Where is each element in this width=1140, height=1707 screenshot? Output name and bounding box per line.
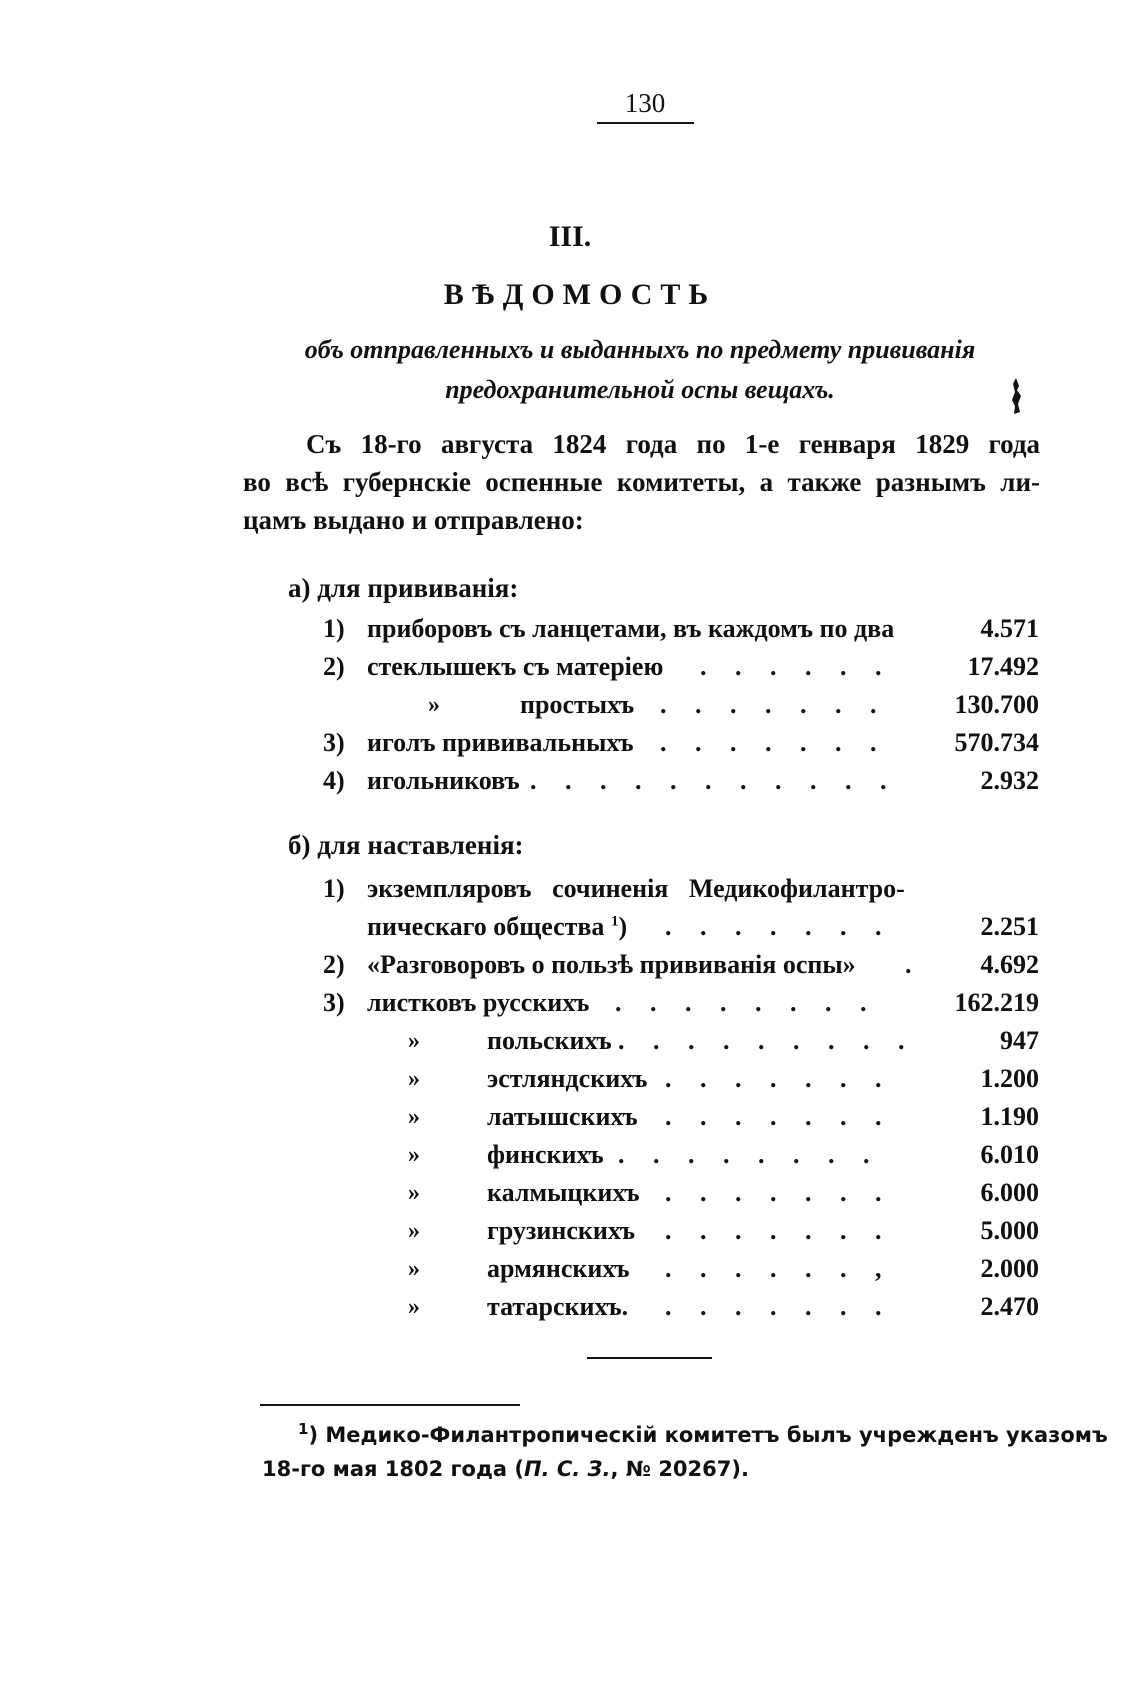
leader-dots: . . . . . . . . [615, 988, 878, 1017]
footnote-text: 18-го мая 1802 года ( [262, 1457, 524, 1481]
item-label-tail: ) [618, 912, 628, 941]
item-value: 130.700 [954, 690, 1039, 719]
list-item [0, 870, 1140, 908]
item-value: 570.734 [954, 728, 1039, 757]
leader-dots: . . . . . . . [665, 1216, 893, 1245]
ditto-mark: » [408, 1028, 420, 1054]
list-item [0, 1288, 1140, 1326]
item-label: приборовъ съ ланцетами, въ каждомъ по два [367, 614, 895, 643]
item-label: латышскихъ [487, 1102, 638, 1131]
leader-dots: . . . . . . . [665, 1292, 893, 1321]
intro-line-1: Съ 18-го августа 1824 года по 1-е генваря 1829 года [306, 429, 1040, 459]
subtitle [240, 330, 1040, 410]
footnote-rule [260, 1404, 520, 1406]
leader-dots: . . . . . . . . . [618, 1026, 916, 1055]
list-item [0, 686, 1140, 724]
ink-blot-icon [1010, 378, 1022, 414]
list-item [0, 1022, 1140, 1060]
intro-line-3: цамъ выдано и отправлено: [243, 505, 584, 535]
leader-dots: . . . . . . . [665, 912, 893, 941]
item-label: татарскихъ. [487, 1292, 629, 1321]
leader-dots: . . . . . . . . . . . [530, 766, 898, 795]
item-label: финскихъ [487, 1140, 604, 1169]
leader-dots: . . . . . . . [660, 728, 888, 757]
leader-dots: . . . . . . [700, 652, 893, 681]
item-value: 2.251 [980, 912, 1039, 941]
item-value: 6.010 [980, 1140, 1039, 1169]
intro-line-2: во всѣ губернскіе оспенные комитеты, а также разнымъ ли- [243, 467, 1040, 497]
ditto-mark: » [408, 1104, 420, 1130]
footnote-marker: 1 [298, 1420, 309, 1438]
item-number: 4) [323, 766, 345, 795]
footnote-ref: 1 [610, 913, 619, 930]
ditto-mark: » [408, 1218, 420, 1244]
item-label: эстляндскихъ [487, 1064, 648, 1093]
subtitle-line-2: предохранительной оспы вещахъ. [445, 375, 835, 404]
item-value: 2.000 [980, 1254, 1039, 1283]
list-item [0, 908, 1140, 946]
page-title: ВѢДОМОСТЬ [443, 278, 717, 311]
subtitle-line-1: объ отправленныхъ и выданныхъ по предмету прививанія [304, 335, 976, 364]
ditto-mark: » [428, 692, 440, 718]
end-rule [587, 1357, 712, 1359]
item-value: 162.219 [954, 988, 1039, 1017]
item-label: игольниковъ [367, 766, 520, 795]
page-number-rule [597, 122, 694, 124]
ditto-mark: » [408, 1066, 420, 1092]
list-item [0, 1250, 1140, 1288]
footnote-text: ) Медико-Филантропическій комитетъ былъ учрежденъ указомъ [308, 1423, 1108, 1447]
item-value: 1.200 [980, 1064, 1039, 1093]
ditto-mark: » [408, 1294, 420, 1320]
list-item [0, 1174, 1140, 1212]
item-label: грузинскихъ [487, 1216, 636, 1245]
list-item [0, 648, 1140, 686]
footnote-text: , № 20267). [610, 1457, 749, 1481]
item-value: 4.571 [980, 614, 1039, 643]
list-item [0, 1060, 1140, 1098]
item-value: 2.932 [980, 766, 1039, 795]
leader-dots: . . . . . . , [665, 1254, 893, 1283]
leader-dots: . . . . . . . [660, 690, 888, 719]
item-value: 1.190 [980, 1102, 1039, 1131]
item-value: 17.492 [967, 652, 1039, 681]
list-item [0, 1098, 1140, 1136]
item-label: листковъ русскихъ [367, 988, 590, 1017]
list-item [0, 946, 1140, 984]
section-b-heading: б) для наставленія: [288, 830, 524, 860]
item-number: 1) [323, 614, 345, 643]
leader-dots: . . . . . . . . [618, 1140, 881, 1169]
item-label: армянскихъ [487, 1254, 630, 1283]
list-item [0, 762, 1140, 800]
item-value: 6.000 [980, 1178, 1039, 1207]
leader-dots: . . . . . . . [665, 1178, 893, 1207]
section-numeral: III. [548, 220, 592, 253]
list-item [0, 1212, 1140, 1250]
section-a-heading: а) для прививанія: [288, 573, 519, 603]
leader-dots: . [905, 950, 923, 979]
ditto-mark: » [408, 1256, 420, 1282]
footnote-citation: П. С. З. [523, 1457, 611, 1481]
item-value: 2.470 [980, 1292, 1039, 1321]
item-number: 1) [323, 874, 345, 903]
page-number: 130 [624, 88, 666, 118]
item-label-continued [367, 908, 627, 946]
list-item [0, 1136, 1140, 1174]
ditto-mark: » [408, 1142, 420, 1168]
item-label: экземпляровъ сочиненія Медикофилантро- [367, 874, 905, 903]
footnote-line-1 [262, 1418, 1108, 1452]
item-label: простыхъ [520, 690, 635, 719]
item-label: пическаго общества [367, 912, 605, 941]
item-value: 5.000 [980, 1216, 1039, 1245]
footnote-line-2 [262, 1452, 1042, 1486]
intro-paragraph [243, 425, 1040, 539]
item-label: «Разговоровъ о пользѣ прививанія оспы» [367, 950, 856, 979]
footnote [262, 1418, 1108, 1486]
ditto-mark: » [408, 1180, 420, 1206]
item-label: стеклышекъ съ матеріею [367, 652, 664, 681]
list-item [0, 724, 1140, 762]
leader-dots: . . . . . . . [665, 1064, 893, 1093]
item-value: 947 [1000, 1026, 1039, 1055]
item-label: польскихъ [487, 1026, 612, 1055]
item-number: 2) [323, 652, 345, 681]
item-label: иголъ прививальныхъ [367, 728, 634, 757]
item-value: 4.692 [980, 950, 1039, 979]
item-number: 2) [323, 950, 345, 979]
item-label: калмыцкихъ [487, 1178, 640, 1207]
list-item [0, 610, 1140, 648]
leader-dots: . . . . . . . [665, 1102, 893, 1131]
item-number: 3) [323, 988, 345, 1017]
list-item [0, 984, 1140, 1022]
item-number: 3) [323, 728, 345, 757]
